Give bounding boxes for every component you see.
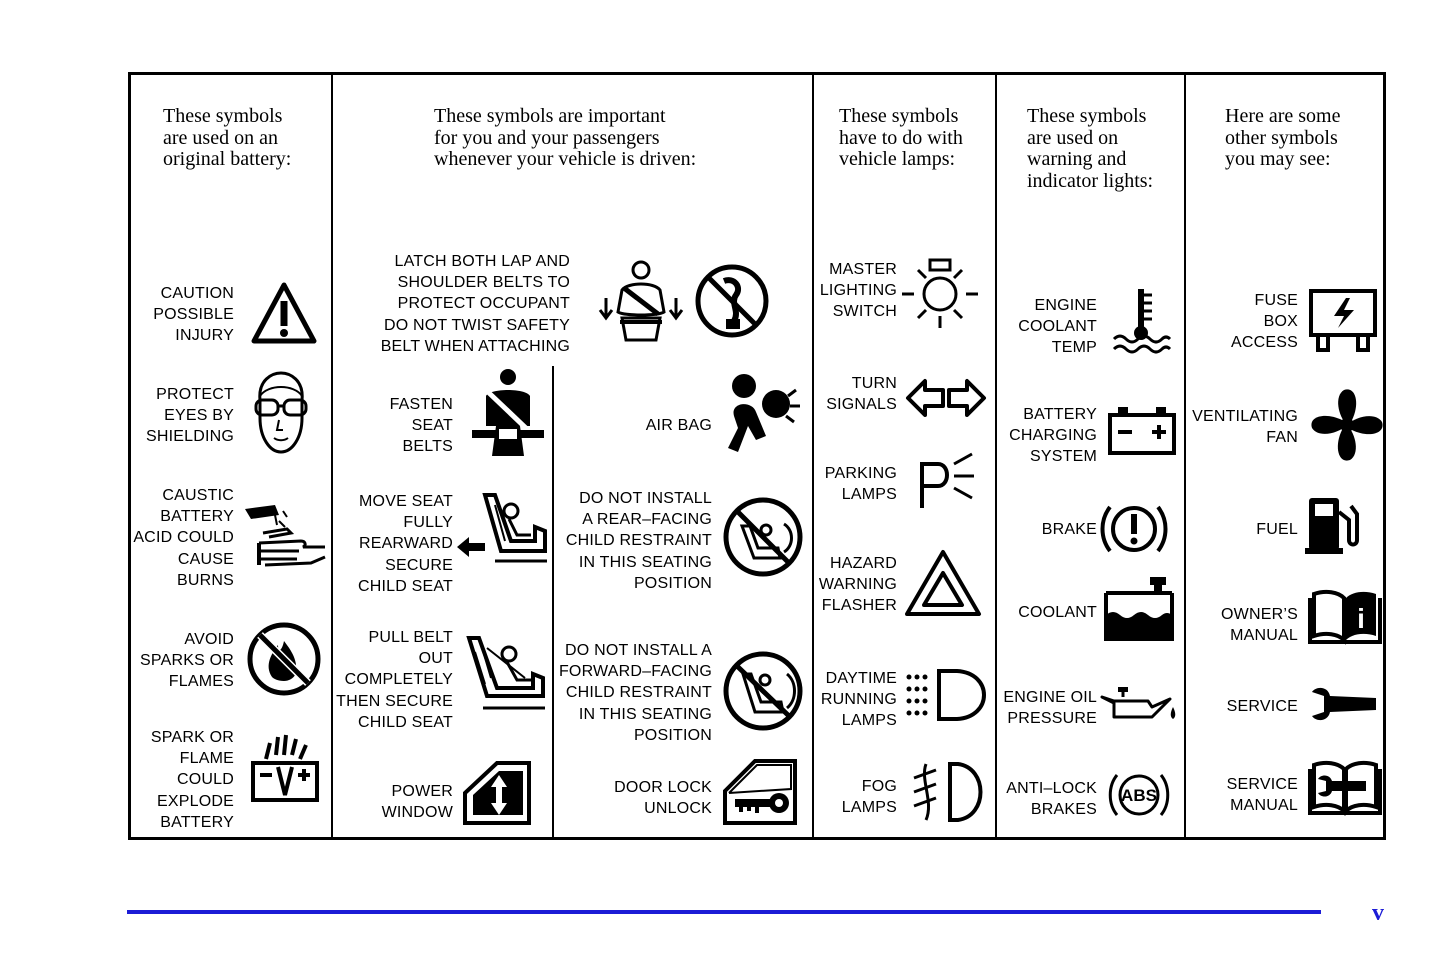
header-battery-symbols: These symbols are used on an original battery: <box>163 105 292 170</box>
air-bag-icon <box>722 372 800 454</box>
anti-lock-label: ANTI–LOCK BRAKES <box>1006 780 1097 819</box>
master-lighting-icon <box>900 258 980 332</box>
ventilating-fan-label: VENTILATING FAN <box>1192 408 1298 447</box>
turn-signals-label: TURN SIGNALS <box>826 375 897 414</box>
battery-icon <box>1108 405 1176 455</box>
engine-oil-label: ENGINE OIL PRESSURE <box>1003 689 1097 728</box>
protect-eyes-label: PROTECT EYES BY SHIELDING <box>145 386 234 446</box>
wrench-icon <box>1310 686 1378 724</box>
coolant-temp-label: ENGINE COOLANT TEMP <box>1018 297 1097 357</box>
owners-manual-label: OWNER’S MANUAL <box>1221 606 1298 645</box>
oil-can-icon <box>1100 685 1178 723</box>
fuel-label: FUEL <box>1256 521 1298 538</box>
latch-belts-label: LATCH BOTH LAP AND SHOULDER BELTS TO PROTECT OCCUPANT DO NOT TWIST SAFETY BELT WHEN ATTACHING <box>380 253 570 355</box>
no-rear-facing-seat-icon <box>722 496 804 578</box>
power-window-icon <box>461 759 533 827</box>
sub-column-divider <box>552 366 554 838</box>
column-divider <box>1184 74 1186 838</box>
fuse-box-icon <box>1308 288 1378 354</box>
hazard-triangle-icon <box>904 549 982 617</box>
abs-icon-text: ABS <box>1121 786 1157 805</box>
fuse-box-label: FUSE BOX ACCESS <box>1231 292 1298 352</box>
air-bag-label: AIR BAG <box>645 417 712 434</box>
fasten-belts-label: FASTEN SEAT BELTS <box>389 396 453 456</box>
service-manual-label: SERVICE MANUAL <box>1226 776 1298 815</box>
fog-lamps-icon <box>910 760 984 824</box>
header-lamp-symbols: These symbols have to do with vehicle lamps: <box>839 105 963 170</box>
warning-triangle-icon <box>250 281 318 345</box>
door-lock-label: DOOR LOCK UNLOCK <box>614 779 712 818</box>
service-label: SERVICE <box>1226 698 1298 715</box>
seat-belt-icon <box>470 368 546 458</box>
no-forward-facing-seat-icon <box>721 650 805 732</box>
no-twist-belt-icon <box>694 263 770 339</box>
daytime-running-label: DAYTIME RUNNING LAMPS <box>820 670 897 730</box>
fog-lamps-label: FOG LAMPS <box>841 778 897 817</box>
header-other-symbols: Here are some other symbols you may see: <box>1225 105 1341 170</box>
header-warning-symbols: These symbols are used on warning and indicator lights: <box>1027 105 1154 192</box>
parking-lamps-icon <box>918 450 976 510</box>
brake-warning-icon <box>1100 500 1168 558</box>
master-lighting-label: MASTER LIGHTING SWITCH <box>819 261 897 321</box>
door-lock-icon <box>721 757 799 827</box>
fuel-pump-icon <box>1305 494 1361 556</box>
no-rear-facing-label: DO NOT INSTALL A REAR–FACING CHILD RESTRAINT IN THIS SEATING POSITION <box>565 490 712 592</box>
parking-lamps-label: PARKING LAMPS <box>824 465 897 504</box>
no-flame-icon <box>246 621 322 697</box>
owners-manual-icon-text: i <box>1357 603 1365 634</box>
battery-explosion-icon <box>250 733 320 803</box>
hazard-flasher-label: HAZARD WARNING FLASHER <box>818 555 897 615</box>
power-window-label: POWER WINDOW <box>381 783 453 822</box>
caution-injury-label: CAUTION POSSIBLE INJURY <box>153 285 234 345</box>
coolant-label: COOLANT <box>1018 604 1097 621</box>
pull-belt-label: PULL BELT OUT COMPLETELY THEN SECURE CHILD SEAT <box>336 629 453 731</box>
coolant-level-icon <box>1104 575 1174 641</box>
face-goggles-icon <box>252 370 310 456</box>
owners-manual-icon <box>1306 590 1384 648</box>
move-seat-label: MOVE SEAT FULLY REARWARD SECURE CHILD SEAT <box>357 493 453 595</box>
caustic-acid-label: CAUSTIC BATTERY ACID COULD CAUSE BURNS <box>133 487 234 589</box>
pull-belt-child-seat-icon <box>465 634 547 716</box>
battery-charging-label: BATTERY CHARGING SYSTEM <box>1009 406 1097 466</box>
child-seat-rearward-icon <box>455 491 547 566</box>
brake-label: BRAKE <box>1041 521 1097 538</box>
latch-belt-icon <box>598 260 684 346</box>
header-passenger-symbols: These symbols are important for you and your passengers whenever your vehicle is driven: <box>434 105 697 170</box>
page-number: v <box>1372 900 1384 926</box>
column-divider <box>995 74 997 838</box>
no-forward-facing-label: DO NOT INSTALL A FORWARD–FACING CHILD RESTRAINT IN THIS SEATING POSITION <box>558 642 712 744</box>
spark-explode-label: SPARK OR FLAME COULD EXPLODE BATTERY <box>150 729 234 831</box>
acid-hand-icon <box>241 503 326 569</box>
service-manual-icon <box>1306 761 1384 819</box>
avoid-sparks-label: AVOID SPARKS OR FLAMES <box>140 631 234 691</box>
fan-icon <box>1308 386 1386 464</box>
column-divider <box>812 74 814 838</box>
abs-icon <box>1108 768 1170 822</box>
daytime-running-lamps-icon <box>905 669 987 721</box>
footer-rule <box>127 910 1321 914</box>
column-divider <box>331 74 333 838</box>
turn-signals-icon <box>905 378 987 418</box>
coolant-temp-icon <box>1112 285 1170 355</box>
